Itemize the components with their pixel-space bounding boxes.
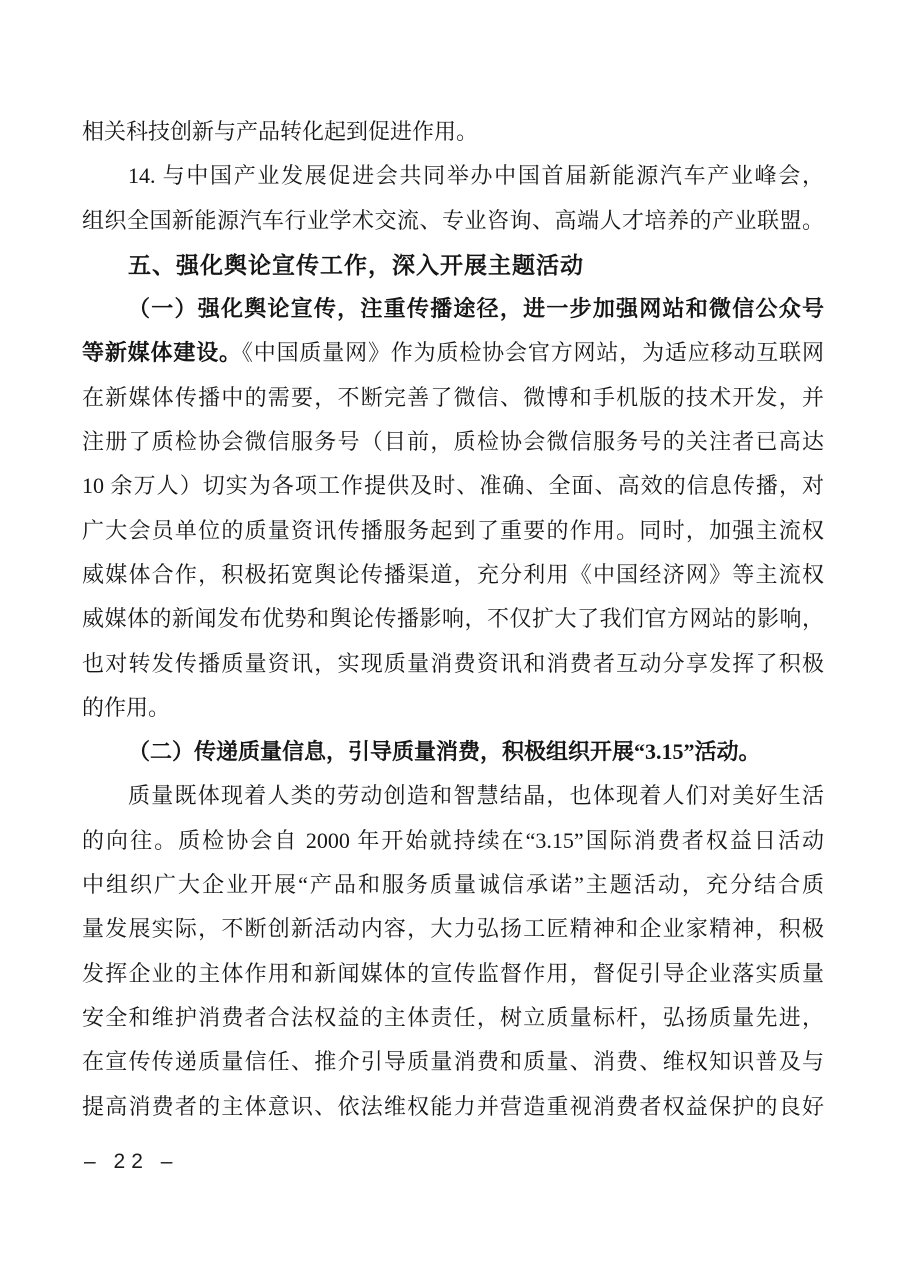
text-line [82, 952, 824, 996]
body-text: 的向往。质检协会自 2000 年开始就持续在“3.15”国际消费者权益日活动 [82, 827, 824, 853]
text-line [82, 819, 824, 863]
text-line [82, 331, 824, 375]
body-text: 安全和维护消费者合法权益的主体责任，树立质量标杆，弘扬质量先进， [82, 1004, 824, 1030]
text-line [82, 996, 824, 1040]
text-line [82, 376, 824, 420]
text-line [82, 774, 824, 818]
body-text: 《中国质量网》作为质检协会官方网站，为适应移动互联网 [241, 340, 824, 366]
body-text: 在宣传传递质量信任、推介引导质量消费和质量、消费、维权知识普及与 [82, 1049, 824, 1075]
text-line [82, 863, 824, 907]
text-line [82, 597, 824, 641]
body-text: 广大会员单位的质量资讯传播服务起到了重要的作用。同时，加强主流权 [82, 517, 824, 543]
body-text: 中组织广大企业开展“产品和服务质量诚信承诺”主题活动，充分结合质 [82, 872, 824, 898]
text-line [82, 199, 824, 243]
body-text: 的作用。 [82, 694, 171, 720]
body-text: 相关科技创新与产品转化起到促进作用。 [82, 119, 479, 144]
subsection-heading [82, 287, 824, 331]
text-line [82, 464, 824, 508]
text-line [82, 907, 824, 951]
body-text: 在新媒体传播中的需要，不断完善了微信、微博和手机版的技术开发，并 [82, 384, 824, 410]
body-text: 量发展实际，不断创新活动内容，大力弘扬工匠精神和企业家精神，积极 [82, 916, 824, 942]
section-heading [82, 243, 824, 287]
body-text: 发挥企业的主体作用和新闻媒体的宣传监督作用，督促引导企业落实质量 [82, 960, 824, 986]
text-line [82, 1085, 824, 1129]
body-text: 提高消费者的主体意识、依法维权能力并营造重视消费者权益保护的良好 [82, 1093, 824, 1119]
body-text: 组织全国新能源汽车行业学术交流、专业咨询、高端人才培养的产业联盟。 [82, 207, 824, 233]
body-text: 10 余万人）切实为各项工作提供及时、准确、全面、高效的信息传播，对 [82, 473, 824, 499]
body-text: 注册了质检协会微信服务号（目前，质检协会微信服务号的关注者已高达 [82, 429, 824, 455]
subsection-heading-text: （一）强化舆论宣传，注重传播途径，进一步加强网站和微信公众号 [128, 296, 824, 322]
text-line [82, 1040, 824, 1084]
body-text: 威媒体合作，积极拓宽舆论传播渠道，充分利用《中国经济网》等主流权 [82, 561, 824, 587]
text-block [82, 110, 824, 1129]
body-text: 威媒体的新闻发布优势和舆论传播影响，不仅扩大了我们官方网站的影响， [82, 606, 824, 632]
body-text: 14. 与中国产业发展促进会共同举办中国首届新能源汽车产业峰会， [128, 163, 824, 189]
text-line [82, 509, 824, 553]
body-text: 质量既体现着人类的劳动创造和智慧结晶，也体现着人们对美好生活 [128, 783, 824, 809]
text-line [82, 420, 824, 464]
subsection-heading [82, 730, 824, 774]
text-line [82, 553, 824, 597]
section-heading-text: 五、强化舆论宣传工作，深入开展主题活动 [128, 251, 584, 278]
text-line [82, 642, 824, 686]
text-line [82, 154, 824, 198]
text-line [82, 110, 824, 154]
text-line [82, 686, 824, 730]
page-number: – 22 – [84, 1150, 179, 1173]
subsection-heading-text: （二）传递质量信息，引导质量消费，积极组织开展“3.15”活动。 [128, 739, 761, 765]
body-text: 也对转发传播质量资讯，实现质量消费资讯和消费者互动分享发挥了积极 [82, 650, 824, 676]
subsection-heading-text: 等新媒体建设。 [82, 340, 242, 366]
